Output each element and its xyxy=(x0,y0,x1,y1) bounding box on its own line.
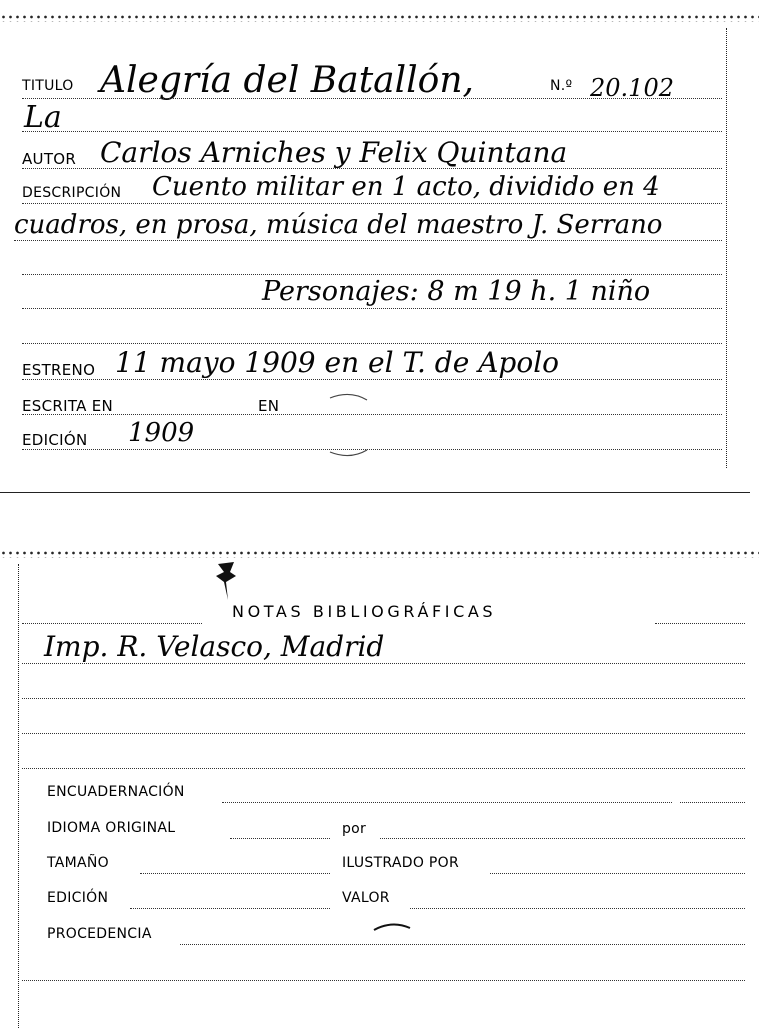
provenance-label: PROCEDENCIA xyxy=(47,926,152,942)
catalog-card-main xyxy=(0,0,759,500)
number-value: 20.102 xyxy=(590,74,674,102)
catalog-card-notes xyxy=(0,540,759,1028)
number-label: N.º xyxy=(550,78,573,94)
notes-heading: NOTAS BIBLIOGRÁFICAS xyxy=(232,602,497,621)
perforated-edge xyxy=(0,14,759,22)
ink-blot-mark xyxy=(214,560,240,606)
description-line3: Personajes: 8 m 19 h. 1 niño xyxy=(262,276,651,307)
title-article: La xyxy=(24,100,62,135)
card-left-border xyxy=(18,564,19,1028)
illustrated-label: ILUSTRADO POR xyxy=(342,855,459,871)
premiere-label: ESTRENO xyxy=(22,361,96,379)
pen-stroke-mark xyxy=(370,918,418,948)
notes-line1: Imp. R. Velasco, Madrid xyxy=(44,630,385,663)
value-label: VALOR xyxy=(342,890,390,906)
size-label: TAMAÑO xyxy=(47,855,109,871)
description-line1: Cuento militar en 1 acto, dividido en 4 xyxy=(152,172,660,202)
written-en-label: EN xyxy=(258,397,280,415)
edition-label-bottom: EDICIÓN xyxy=(47,890,109,906)
binding-label: ENCUADERNACIÓN xyxy=(47,784,185,800)
edition-label: EDICIÓN xyxy=(22,431,88,449)
card-right-border xyxy=(726,28,727,468)
por-label: por xyxy=(342,821,367,837)
pen-stroke-mark xyxy=(325,392,375,462)
premiere-value: 11 mayo 1909 en el T. de Apolo xyxy=(115,346,560,379)
edition-value: 1909 xyxy=(128,418,195,448)
written-in-label: ESCRITA EN xyxy=(22,397,114,415)
original-language-label: IDIOMA ORIGINAL xyxy=(47,820,176,836)
description-line2: cuadros, en prosa, música del maestro J. Serrano xyxy=(14,210,663,240)
title-value: Alegría del Batallón, xyxy=(100,60,474,101)
card-bottom-edge xyxy=(0,492,750,493)
description-label: DESCRIPCIÓN xyxy=(22,185,122,201)
perforated-edge xyxy=(0,550,759,558)
author-value: Carlos Arniches y Felix Quintana xyxy=(100,136,568,169)
author-label: AUTOR xyxy=(22,150,77,168)
title-label: TITULO xyxy=(22,78,74,94)
